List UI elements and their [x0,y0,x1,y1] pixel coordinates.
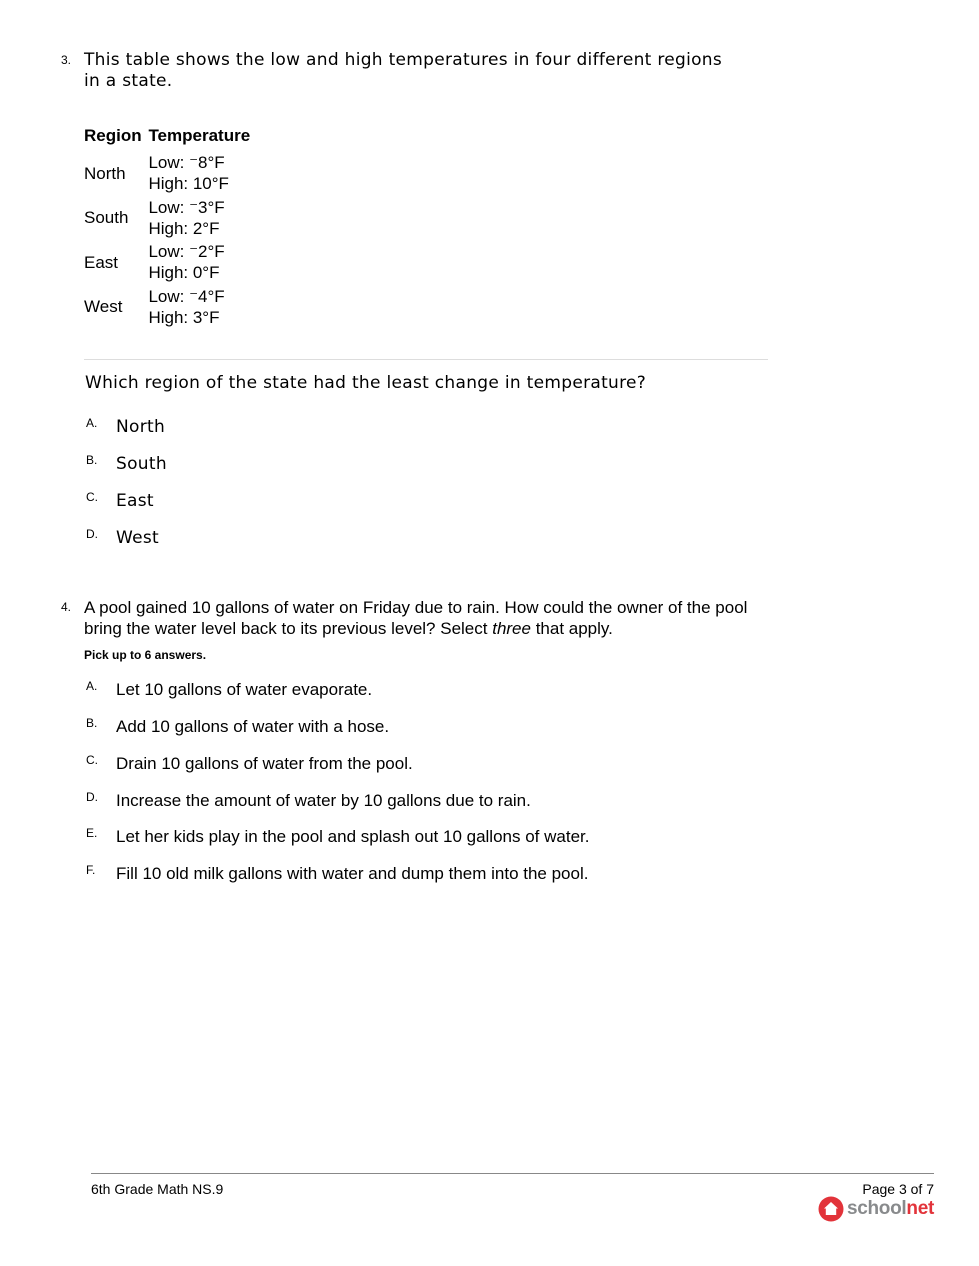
choice-letter: C. [86,753,98,767]
temperature-cell [148,240,252,285]
choice-letter: D. [86,790,98,804]
choice-text: Increase the amount of water by 10 gallons due to rain. [116,791,531,810]
footer-divider [91,1173,934,1174]
high-temp: High: 10°F [148,174,229,194]
table-row [84,151,252,196]
stem-line [84,618,747,639]
choice-letter: B. [86,716,98,730]
logo-text-net: net [906,1198,934,1219]
choice-letter: B. [86,453,98,467]
column-header-temperature: Temperature [148,126,251,145]
choice-letter: A. [86,679,98,693]
table-row [84,285,252,330]
stem-emphasis: three [492,619,531,638]
low-temp: Low: ⁻3°F [148,197,225,217]
stem-line: in a state. [84,71,173,91]
high-temp: High: 2°F [148,218,220,238]
choice-letter: A. [86,416,98,430]
choice-text: Let 10 gallons of water evaporate. [116,680,373,699]
stem-text: that apply. [530,619,613,638]
low-temp: Low: ⁻2°F [148,242,225,262]
temperature-table [84,124,252,329]
choice-text: Let her kids play in the pool and splash out 10 gallons of water. [116,827,590,846]
region-cell: South [84,208,129,228]
region-cell: West [84,297,123,317]
temperature-cell [148,196,252,241]
choice-text: North [116,417,166,437]
low-temp: Low: ⁻8°F [148,153,225,173]
temperature-cell [148,151,252,196]
choice-letter: C. [86,490,98,504]
footer-course-title: 6th Grade Math NS.9 [91,1181,224,1197]
temperature-cell [148,285,252,330]
choice-text: Drain 10 gallons of water from the pool. [116,754,413,773]
question-prompt: Which region of the state had the least change in temperature? [85,373,647,393]
choice-text: Fill 10 old milk gallons with water and dump them into the pool. [116,864,589,883]
choice-text: East [116,491,154,511]
region-cell: North [84,163,126,183]
low-temp: Low: ⁻4°F [148,286,225,306]
choice-text: South [116,454,167,474]
high-temp: High: 0°F [148,263,220,283]
choice-letter: E. [86,826,98,840]
stem-line: A pool gained 10 gallons of water on Friday due to rain. How could the owner of the pool [84,598,748,617]
question-number: 4. [61,600,72,614]
choice-text: West [116,528,159,548]
choice-text: Add 10 gallons of water with a hose. [116,717,390,736]
stem-text: bring the water level back to its previous level? Select [84,619,493,638]
choice-letter: D. [86,527,98,541]
column-header-region: Region [84,126,142,145]
divider [84,359,768,360]
stem-line: This table shows the low and high temperatures in four different regions [84,50,723,70]
house-icon [818,1196,844,1222]
choice-letter: F. [86,863,96,877]
question-stem [84,50,722,92]
table-row [84,240,252,285]
high-temp: High: 3°F [148,307,220,327]
region-cell: East [84,252,119,272]
question-number: 3. [61,53,72,67]
page-number: Page 3 of 7 [862,1181,934,1197]
table-row [84,196,252,241]
schoolnet-logo [818,1195,934,1223]
logo-text-school: school [846,1198,907,1219]
question-stem [84,597,747,639]
answer-instructions: Pick up to 6 answers. [84,648,207,662]
logo-wordmark [847,1198,934,1220]
